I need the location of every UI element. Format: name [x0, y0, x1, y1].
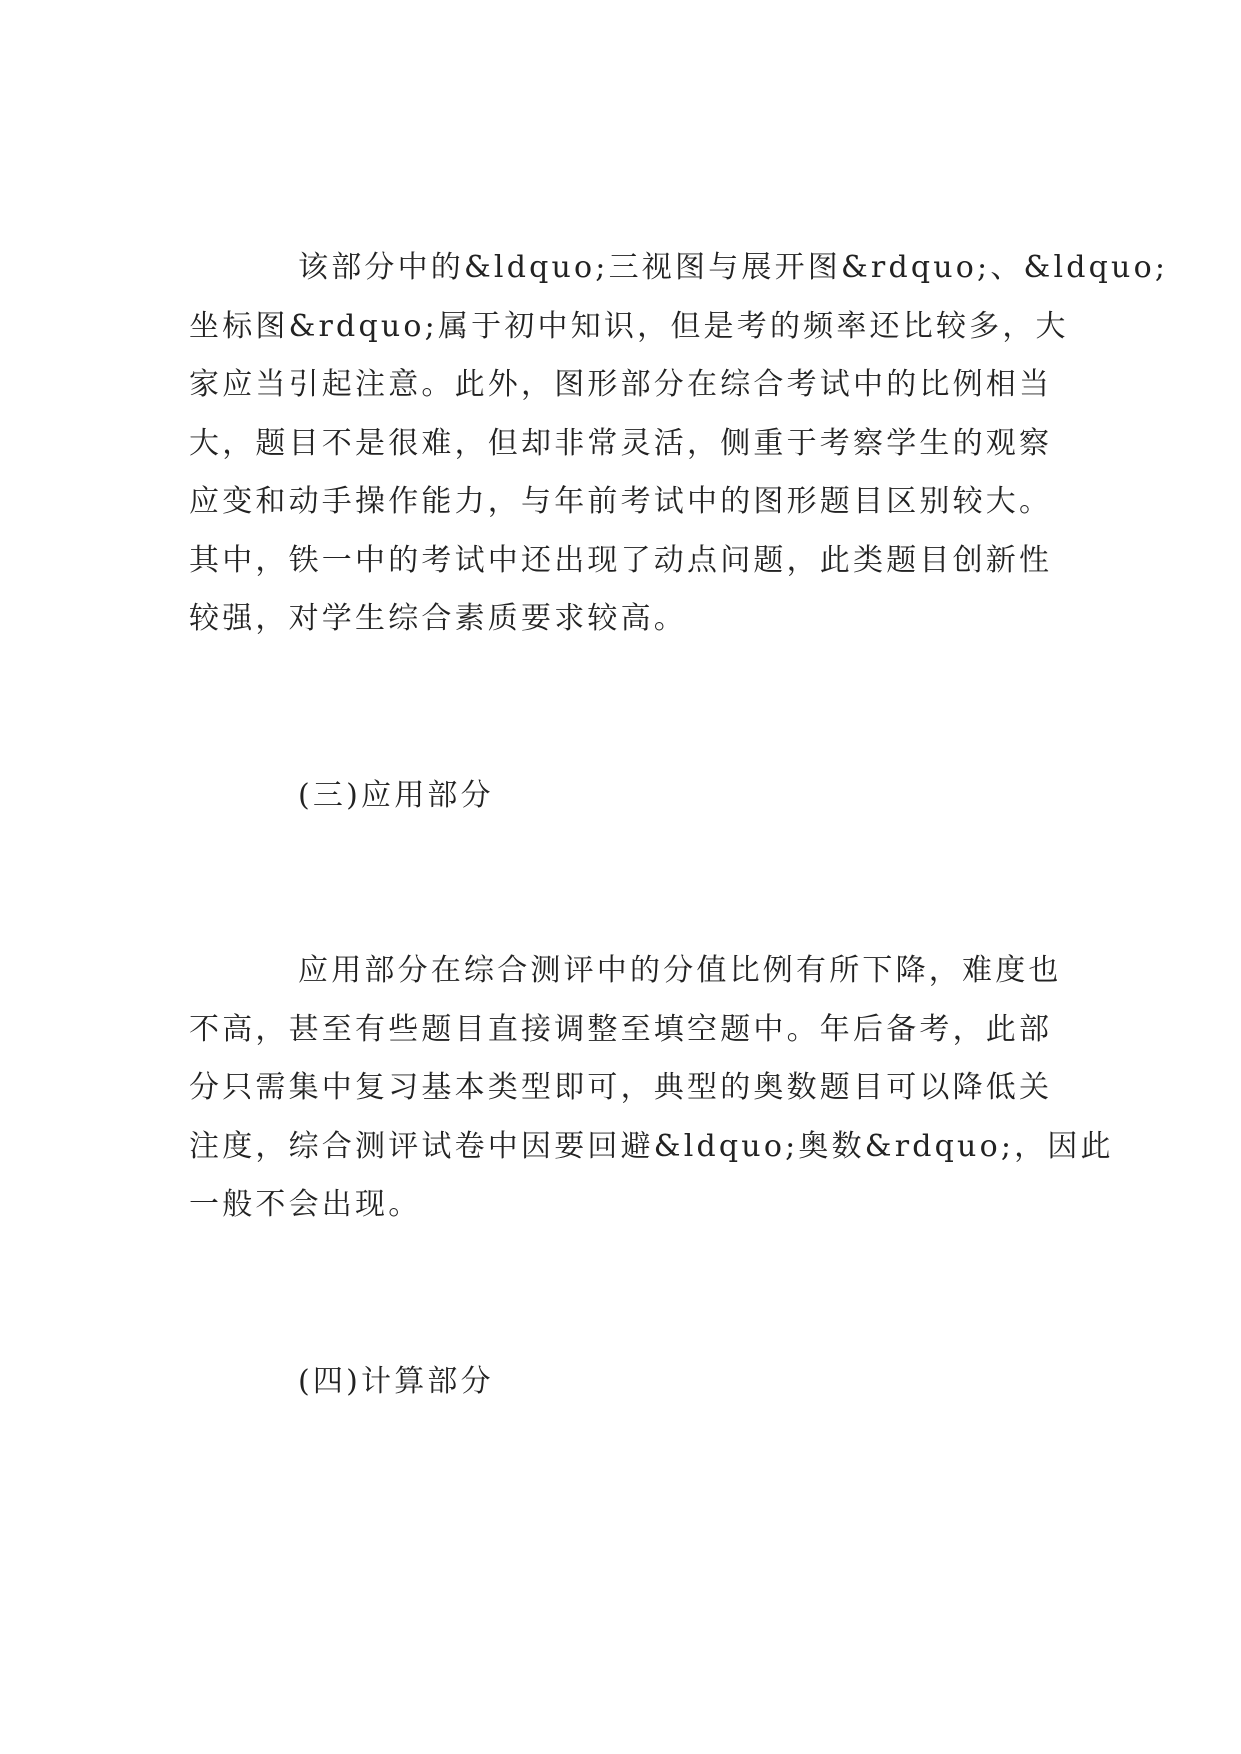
- paragraph-line: 较强，对学生综合素质要求较高。: [189, 601, 687, 636]
- paragraph-line: 其中，铁一中的考试中还出现了动点问题，此类题目创新性: [189, 543, 1053, 578]
- paragraph-line: 分只需集中复习基本类型即可，典型的奥数题目可以降低关: [189, 1070, 1053, 1105]
- paragraph-line: 一般不会出现。: [189, 1187, 422, 1222]
- paragraph-line: 不高，甚至有些题目直接调整至填空题中。年后备考，此部: [189, 1012, 1053, 1047]
- section-heading-application: (三)应用部分: [298, 778, 494, 813]
- paragraph-line: 大，题目不是很难，但却非常灵活，侧重于考察学生的观察: [189, 426, 1053, 461]
- paragraph-line: 注度，综合测评试卷中因要回避&ldquo;奥数&rdquo;，因此: [189, 1129, 1114, 1164]
- paragraph-line: 应用部分在综合测评中的分值比例有所下降，难度也: [298, 953, 1062, 988]
- paragraph-line: 家应当引起注意。此外，图形部分在综合考试中的比例相当: [189, 367, 1053, 402]
- paragraph-line: 该部分中的&ldquo;三视图与展开图&rdquo;、&ldquo;: [298, 250, 1169, 285]
- paragraph-line: 坐标图&rdquo;属于初中知识，但是考的频率还比较多，大: [189, 309, 1069, 344]
- section-heading-calculation: (四)计算部分: [298, 1364, 494, 1399]
- paragraph-line: 应变和动手操作能力，与年前考试中的图形题目区别较大。: [189, 484, 1053, 519]
